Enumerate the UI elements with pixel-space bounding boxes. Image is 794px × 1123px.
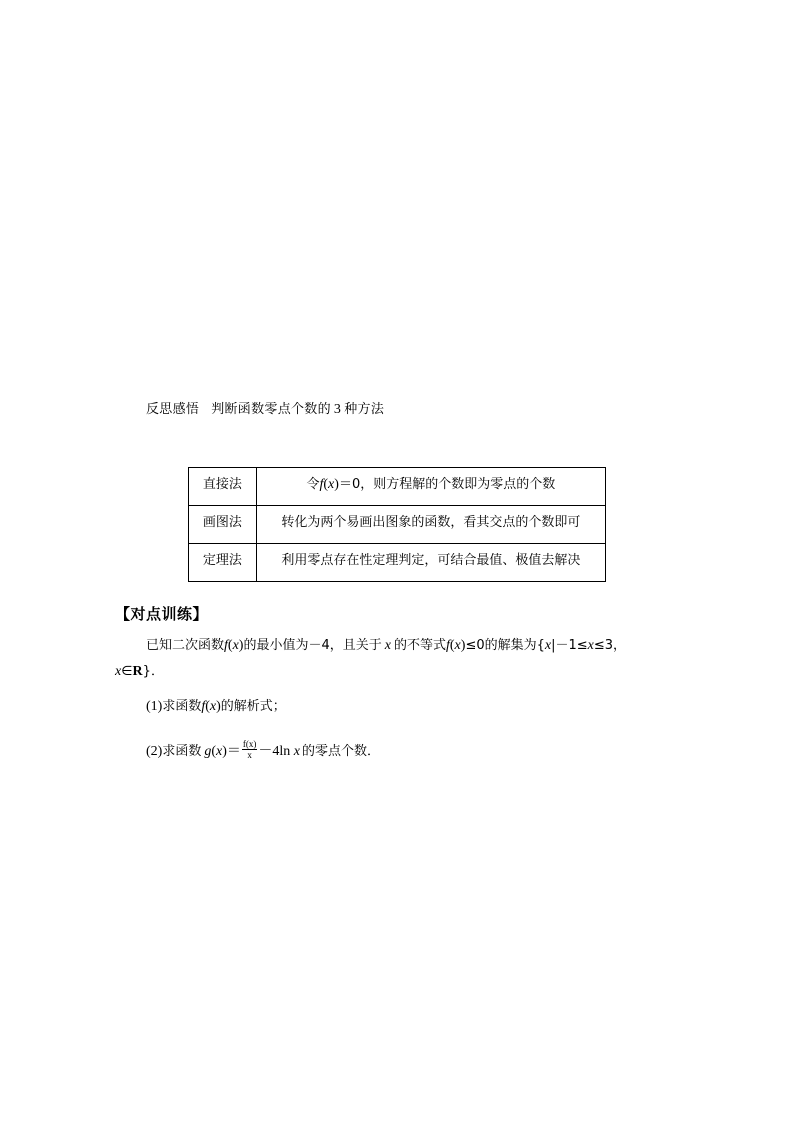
problem-text: 已知二次函数: [146, 638, 225, 653]
part-number: (1): [146, 699, 163, 714]
math-x: x: [293, 744, 301, 759]
math-x: x: [544, 638, 552, 653]
math-f: f: [445, 638, 450, 653]
table-row: [189, 544, 606, 582]
methods-table: [188, 467, 606, 582]
part-text: 求函数: [162, 699, 202, 714]
math-in: ∈: [121, 664, 133, 679]
math-x: x: [115, 664, 122, 679]
math-x: x: [216, 744, 223, 759]
part-text: 的解析式；: [220, 699, 286, 714]
method-desc-cell: [256, 544, 605, 582]
heading-label: 反思感悟: [146, 402, 200, 417]
section-heading: [146, 398, 384, 418]
method-name: 画图法: [202, 515, 242, 530]
method-name: 定理法: [202, 553, 242, 568]
math-expression: －4ln: [258, 744, 294, 759]
problem-text: ≤0的解集为{: [465, 638, 545, 653]
question-part-2: (2)求函数 g(x)＝ $\frac{f(x)}{x}$ －4ln x 的零点个数．: [146, 739, 381, 760]
math-f: f: [319, 476, 324, 492]
part-text: 的零点个数．: [302, 744, 381, 759]
method-desc-cell: [256, 506, 605, 544]
method-name-cell: [189, 468, 257, 506]
method-name: 直接法: [202, 477, 242, 492]
method-name-cell: [189, 544, 257, 582]
math-f: f: [224, 638, 228, 653]
math-x: x: [454, 638, 461, 653]
method-desc: 利用零点存在性定理判定，可结合最值、极值去解决: [281, 553, 581, 568]
problem-text: ≤3，: [593, 638, 627, 653]
fraction-numerator: f(x): [242, 739, 257, 749]
math-eq: ＝0: [338, 476, 361, 492]
math-x: x: [328, 476, 335, 492]
problem-text: 的不等式: [393, 638, 446, 653]
math-x: x: [209, 699, 217, 714]
problem-text: }．: [142, 664, 164, 679]
problem-statement-line2: [115, 660, 164, 680]
method-desc-cell: [256, 468, 605, 506]
math-x: x: [384, 638, 391, 653]
method-name-cell: [189, 506, 257, 544]
problem-statement-line1: 已知二次函数f(x)的最小值为－4，且关于 x 的不等式f(x)≤0的解集为{x|－1≤x≤3，: [146, 638, 627, 653]
math-R: R: [132, 664, 143, 679]
question-part-1: (1)求函数f(x)的解析式；: [146, 699, 286, 714]
heading-title-pre: 判断函数零点个数的: [211, 402, 331, 417]
fraction: [242, 739, 258, 760]
desc-text: 令: [306, 476, 320, 492]
math-paren: ): [334, 476, 339, 492]
problem-text: |－1≤: [551, 638, 588, 653]
math-f: f: [201, 699, 206, 714]
part-text: 求函数: [162, 744, 202, 759]
table-row: [189, 468, 606, 506]
table-row: [189, 506, 606, 544]
math-x: x: [587, 638, 594, 653]
math-paren: (: [323, 476, 329, 492]
fraction-denominator: x: [247, 750, 252, 760]
math-g: g: [204, 744, 212, 759]
problem-text: 的最小值为－4，且关于: [243, 638, 382, 653]
heading-title-post: 种方法: [344, 402, 385, 417]
math-x: x: [232, 638, 239, 653]
part-number: (2): [146, 744, 163, 759]
heading-title-num: 3: [333, 402, 342, 417]
section-title: 【对点训练】: [115, 605, 209, 623]
method-desc: 转化为两个易画出图象的函数，看其交点的个数即可: [281, 515, 581, 530]
desc-text: ，则方程解的个数即为零点的个数: [360, 476, 556, 492]
method-desc: [306, 473, 555, 493]
